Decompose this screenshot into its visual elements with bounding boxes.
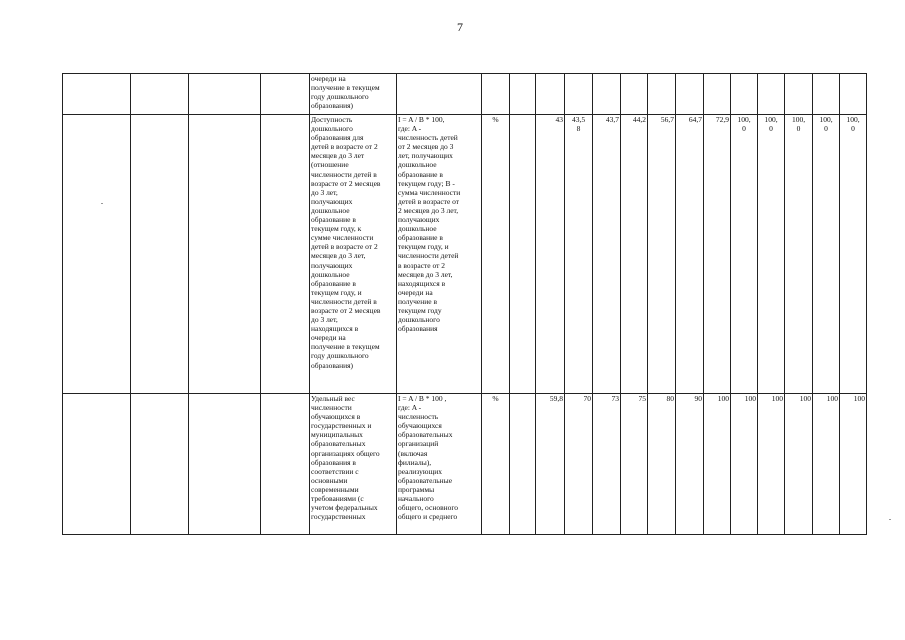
table-cell: [131, 115, 189, 394]
table-cell: [189, 394, 261, 535]
table-cell: [261, 394, 310, 535]
value-cell: [510, 74, 536, 115]
value-cell: [593, 74, 621, 115]
value-cell: [510, 115, 536, 394]
value-cell: 100: [840, 394, 867, 535]
value-cell: [648, 74, 676, 115]
unit-cell: [482, 74, 510, 115]
table-row: [63, 394, 867, 535]
value-cell: [510, 394, 536, 535]
value-cell: 100, 0: [785, 115, 813, 394]
formula-cell: I = A / B * 100, где: A - численность детей от 2 месяцев до 3 лет, получающих дошкольное образование в текущем году; B - сумма численности детей в возрасте от 2 месяцев до 3 лет, получающих дошкольное образование в текущем году, и численности детей в возрасте от 2 месяцев до 3 лет, находящихся в очереди на получение в текущем году дошкольного образования: [397, 115, 482, 394]
value-cell: [785, 74, 813, 115]
formula-cell: I = A / B * 100 , где: A - численность обучающихся образовательных организаций (включая филиалы), реализующих образовательные программы начального общего, основного общего и среднего: [397, 394, 482, 535]
value-cell: 72,9: [704, 115, 731, 394]
value-cell: 100: [758, 394, 785, 535]
table-cell: [189, 74, 261, 115]
table-cell: [131, 394, 189, 535]
value-cell: 75: [621, 394, 648, 535]
value-cell: [676, 74, 704, 115]
indicator-name-cell: Удельный вес численности обучающихся в государственных и муниципальных образовательных организациях общего образования в соответствии с основными современными требованиями (с учетом федеральных государственных: [310, 394, 397, 535]
unit-cell: %: [482, 115, 510, 394]
value-cell: [621, 74, 648, 115]
indicator-name-cell: Доступность дошкольного образования для детей в возрасте от 2 месяцев до 3 лет (отношение численности детей в возрасте от 2 месяцев до 3 лет, получающих дошкольное образование в текущем году, к сумме численности детей в возрасте от 2 месяцев до 3 лет, получающих дошкольное образование в текущем году, и численности детей в возрасте от 2 месяцев до 3 лет, находящихся в очереди на получение в текущем году дошкольного образования): [310, 115, 397, 394]
value-cell: 100, 0: [758, 115, 785, 394]
value-cell: 64,7: [676, 115, 704, 394]
table-row: [63, 74, 867, 115]
scan-speck: [889, 519, 891, 520]
value-cell: 43,5 8: [565, 115, 593, 394]
table-cell: [189, 115, 261, 394]
value-cell: 56,7: [648, 115, 676, 394]
value-cell: 43,7: [593, 115, 621, 394]
value-cell: 70: [565, 394, 593, 535]
scan-speck: [101, 203, 103, 204]
value-cell: 80: [648, 394, 676, 535]
value-cell: [758, 74, 785, 115]
formula-cell: [397, 74, 482, 115]
value-cell: [813, 74, 840, 115]
value-cell: 100: [813, 394, 840, 535]
unit-cell: %: [482, 394, 510, 535]
value-cell: 44,2: [621, 115, 648, 394]
value-cell: [704, 74, 731, 115]
value-cell: [536, 74, 565, 115]
value-cell: [840, 74, 867, 115]
value-cell: 100, 0: [840, 115, 867, 394]
value-cell: 100, 0: [813, 115, 840, 394]
value-cell: 100, 0: [731, 115, 758, 394]
indicator-name-cell: очереди на получение в текущем году дошкольного образования): [310, 74, 397, 115]
value-cell: 100: [704, 394, 731, 535]
page-number: 7: [457, 20, 463, 34]
value-cell: 59,8: [536, 394, 565, 535]
table-cell: [131, 74, 189, 115]
table-cell: [63, 115, 131, 394]
table-cell: [63, 74, 131, 115]
indicators-table: [62, 73, 867, 535]
value-cell: 100: [785, 394, 813, 535]
value-cell: 90: [676, 394, 704, 535]
value-cell: 43: [536, 115, 565, 394]
value-cell: 100: [731, 394, 758, 535]
value-cell: [565, 74, 593, 115]
value-cell: [731, 74, 758, 115]
value-cell: 73: [593, 394, 621, 535]
table-cell: [261, 115, 310, 394]
table-cell: [261, 74, 310, 115]
table-row: [63, 115, 867, 394]
table-cell: [63, 394, 131, 535]
